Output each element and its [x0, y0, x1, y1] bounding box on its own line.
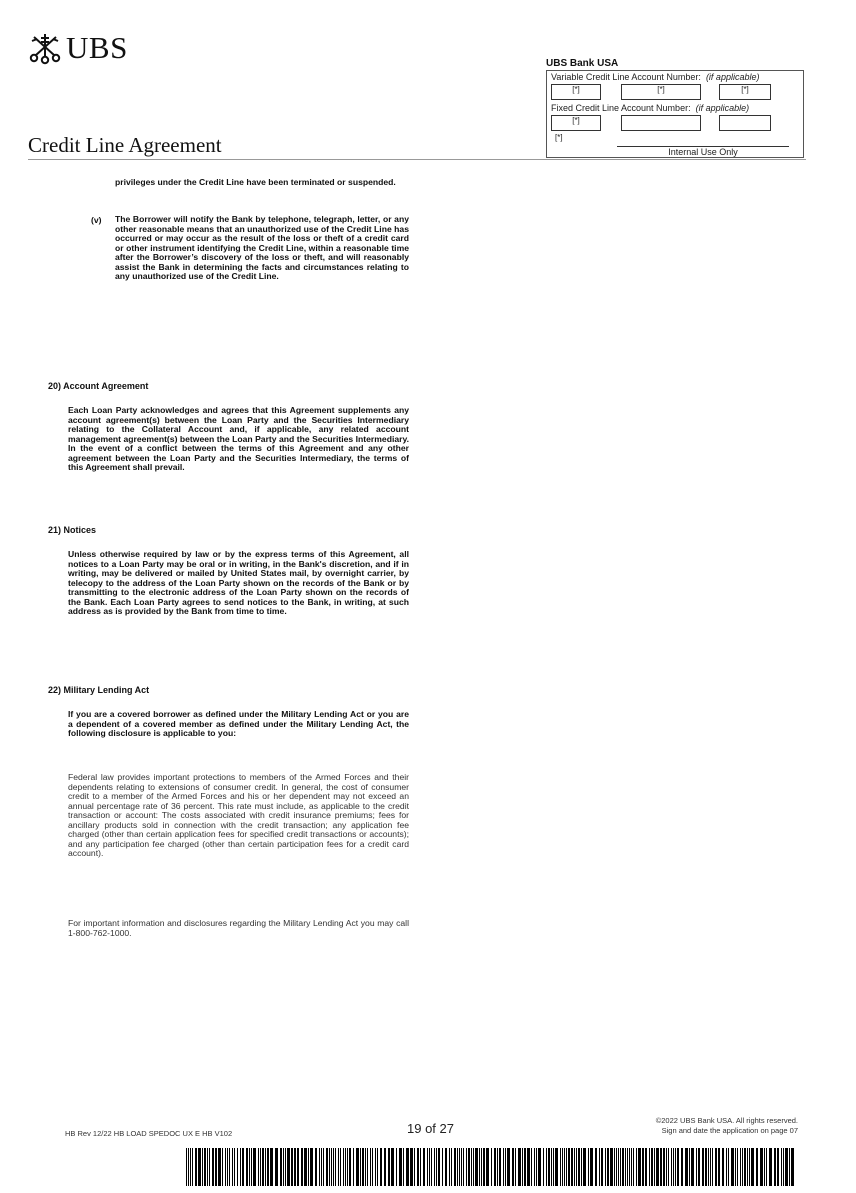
- continued-paragraph: privileges under the Credit Line have been terminated or suspended.: [115, 177, 396, 187]
- section-22-disclosure-intro: If you are a covered borrower as defined under the Military Lending Act or you are a dependent of a covered member as defined under the Military Lending Act, the following disclosure is applicable to you:: [68, 709, 409, 738]
- document-title: Credit Line Agreement: [28, 133, 222, 157]
- section-21-text: Unless otherwise required by law or by the express terms of this Agreement, all notices to a Loan Party may be oral or in writing, in the Bank's discretion, and if in writing, may be delivered or mailed by United States mail, by overnight carrier, by telecopy to the address of the Loan Party shown on the records of the Bank or by transmitting to the electronic address of the Loan Party shown on the records of the Bank. Each Loan Party agrees to send notices to the Bank, in writing, at such address as is provided by the Bank from time to time.: [68, 549, 409, 616]
- fixed-account-field-4: [*]: [555, 133, 563, 142]
- footer-notes: [560, 1116, 798, 1136]
- list-item-text: The Borrower will notify the Bank by telephone, telegraph, letter, or any other reasonable means that an unauthorized use of the Credit Line has occurred or may occur as the result of the loss or theft of a credit card or other instrument identifying the Credit Line, within a reasonable time after the Borrower’s discovery of the loss or theft, and will reasonably assist the Bank in determining the facts and circumstances relating to any unauthorized use of the Credit Line.: [115, 214, 409, 281]
- section-22-contact-text: For important information and disclosures regarding the Military Lending Act you may call 1-800-762-1000.: [68, 918, 409, 938]
- logo-text: UBS: [66, 30, 128, 65]
- form-id: HB Rev 12/22 HB LOAD SPEDOC UX E HB V102: [65, 1129, 233, 1138]
- copyright: ©2022 UBS Bank USA. All rights reserved.: [655, 1116, 798, 1125]
- fixed-account-field-3[interactable]: [719, 115, 771, 131]
- header-divider: [28, 159, 806, 160]
- ubs-keys-icon: [28, 31, 62, 65]
- section-21-heading: 21) Notices: [48, 525, 97, 535]
- ubs-logo: [28, 30, 128, 66]
- fixed-account-field-2[interactable]: [621, 115, 701, 131]
- section-20-heading: 20) Account Agreement: [48, 381, 149, 391]
- section-22-disclosure-text: Federal law provides important protections to members of the Armed Forces and their dependents relating to extensions of consumer credit. In general, the cost of consumer credit to a member of the Armed Forces and his or her dependent may not exceed an annual percentage rate of 36 percent. This rate must include, as applicable to the credit transaction or account: The costs associated with credit insurance premiums; fees for ancillary products sold in connection with the credit transaction; any application fee charged (other than certain application fees for specified credit transactions or accounts); and any participation fee charged (other than certain participation fees for a credit card account).: [68, 772, 409, 858]
- list-item-label: (v): [91, 215, 102, 225]
- fixed-account-label: Fixed Credit Line Account Number: (if applicable): [551, 103, 750, 113]
- internal-use-label: Internal Use Only: [668, 147, 738, 157]
- section-20-text: Each Loan Party acknowledges and agrees that this Agreement supplements any account agreement(s) between the Loan Party and the Securities Intermediary relating to the Collateral Account and, if applicable, any related account management agreement(s) between the Loan Party and the Securities Intermediary. In the event of a conflict between the terms of this Agreement and any other agreement between the Loan Party and the Securities Intermediary, the terms of this Agreement shall prevail.: [68, 405, 409, 472]
- variable-account-field-1[interactable]: [*]: [551, 84, 601, 100]
- sign-note: Sign and date the application on page 07: [661, 1126, 798, 1135]
- account-number-box: [546, 70, 804, 158]
- variable-account-field-2[interactable]: [*]: [621, 84, 701, 100]
- fixed-account-field-1[interactable]: [*]: [551, 115, 601, 131]
- page-number: 19 of 27: [407, 1121, 454, 1136]
- bank-name: UBS Bank USA: [546, 58, 619, 69]
- variable-account-field-3[interactable]: [*]: [719, 84, 771, 100]
- variable-account-label: Variable Credit Line Account Number: (if applicable): [551, 72, 760, 82]
- section-22-heading: 22) Military Lending Act: [48, 685, 150, 695]
- barcode: [186, 1148, 798, 1186]
